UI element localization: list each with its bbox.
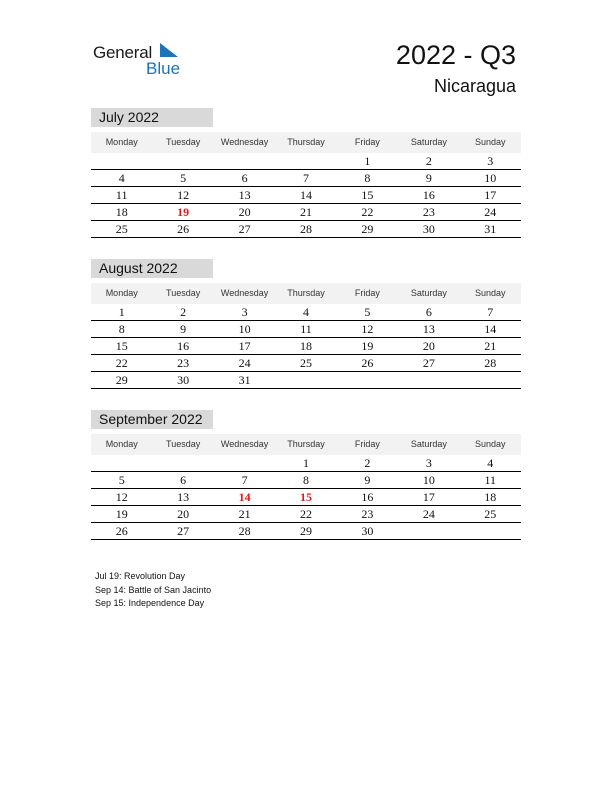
weekday-label: Sunday (475, 439, 506, 449)
day-cell: 28 (299, 222, 312, 236)
day-cell: 28 (484, 356, 497, 370)
week-rows (91, 304, 521, 389)
day-cell: 19 (177, 205, 190, 219)
day-cell: 9 (364, 473, 371, 487)
day-cell: 3 (241, 305, 248, 319)
week-row (91, 153, 521, 170)
weekday-header-row (91, 434, 521, 455)
day-cell: 15 (299, 490, 312, 504)
day-cell: 10 (238, 322, 251, 336)
day-cell: 31 (238, 373, 251, 387)
empty-day-cell (214, 455, 275, 471)
day-cell: 16 (177, 339, 190, 353)
day-cell: 17 (422, 490, 435, 504)
day-cell: 24 (422, 507, 435, 521)
logo-word-general: General (93, 43, 153, 62)
day-cell: 12 (115, 490, 128, 504)
day-cell: 4 (302, 305, 309, 319)
weekday-header-row (91, 283, 521, 304)
month-title: July 2022 (91, 108, 213, 127)
weekday-label: Saturday (410, 439, 447, 449)
day-cell: 27 (177, 524, 190, 538)
day-cell: 25 (115, 222, 128, 236)
day-cell: 11 (300, 322, 312, 336)
day-cell: 30 (361, 524, 374, 538)
day-cell: 29 (361, 222, 374, 236)
day-cell: 23 (177, 356, 190, 370)
day-cell: 29 (299, 524, 312, 538)
day-cell: 18 (299, 339, 312, 353)
day-cell: 4 (118, 171, 125, 185)
day-cell: 14 (484, 322, 497, 336)
day-cell: 9 (425, 171, 432, 185)
country-name: Nicaragua (433, 76, 516, 96)
day-cell: 7 (302, 171, 309, 185)
week-row (91, 506, 521, 523)
day-cell: 26 (115, 524, 128, 538)
day-cell: 6 (180, 473, 187, 487)
day-cell: 24 (238, 356, 251, 370)
week-row (91, 304, 521, 321)
day-cell: 20 (238, 205, 251, 219)
weekday-label: Friday (354, 137, 380, 147)
week-row (91, 170, 521, 187)
day-cell: 8 (302, 473, 309, 487)
day-cell: 5 (364, 305, 371, 319)
day-cell: 7 (241, 473, 248, 487)
weekday-label: Tuesday (166, 439, 201, 449)
day-cell: 28 (238, 524, 251, 538)
empty-day-cell (275, 372, 336, 388)
day-cell: 20 (422, 339, 435, 353)
day-cell: 2 (425, 154, 432, 168)
day-cell: 16 (361, 490, 374, 504)
day-cell: 25 (299, 356, 312, 370)
day-cell: 1 (118, 305, 125, 319)
month-title: September 2022 (91, 410, 213, 429)
weekday-label: Tuesday (166, 288, 201, 298)
day-cell: 8 (364, 171, 371, 185)
day-cell: 2 (180, 305, 187, 319)
week-row (91, 523, 521, 540)
day-cell: 14 (299, 188, 312, 202)
day-cell: 21 (238, 507, 251, 521)
week-row (91, 187, 521, 204)
day-cell: 8 (118, 322, 125, 336)
day-cell: 12 (361, 322, 374, 336)
weekday-label: Wednesday (220, 288, 269, 298)
page-title: 2022 - Q3 (395, 40, 516, 70)
day-cell: 6 (425, 305, 432, 319)
day-cell: 22 (299, 507, 312, 521)
month-block-july (91, 108, 521, 238)
holiday-note: Sep 15: Independence Day (95, 598, 205, 608)
day-cell: 31 (484, 222, 497, 236)
empty-day-cell (275, 153, 336, 169)
day-cell: 13 (238, 188, 251, 202)
empty-day-cell (214, 153, 275, 169)
day-cell: 15 (115, 339, 128, 353)
weekday-label: Thursday (287, 137, 325, 147)
day-cell: 22 (115, 356, 128, 370)
weekday-label: Monday (105, 439, 138, 449)
weekday-label: Tuesday (166, 137, 201, 147)
day-cell: 11 (484, 473, 497, 487)
weekday-label: Saturday (410, 137, 447, 147)
day-cell: 15 (361, 188, 374, 202)
week-row (91, 338, 521, 355)
week-row (91, 204, 521, 221)
logo-word-blue: Blue (146, 59, 181, 78)
day-cell: 11 (115, 188, 128, 202)
day-cell: 19 (115, 507, 128, 521)
day-cell: 21 (299, 205, 312, 219)
day-cell: 10 (422, 473, 435, 487)
day-cell: 16 (422, 188, 435, 202)
day-cell: 7 (487, 305, 494, 319)
week-rows (91, 153, 521, 238)
day-cell: 17 (238, 339, 251, 353)
day-cell: 30 (422, 222, 435, 236)
day-cell: 19 (361, 339, 374, 353)
day-cell: 17 (484, 188, 497, 202)
day-cell: 12 (177, 188, 190, 202)
day-cell: 5 (118, 473, 125, 487)
holiday-note: Sep 14: Battle of San Jacinto (95, 584, 212, 595)
weekday-label: Thursday (287, 288, 325, 298)
generalblue-logo (93, 40, 193, 80)
day-cell: 3 (487, 154, 494, 168)
logo-triangle-icon (160, 43, 180, 59)
day-cell: 26 (177, 222, 190, 236)
weekday-label: Monday (105, 288, 138, 298)
weekday-label: Thursday (287, 439, 325, 449)
week-row (91, 221, 521, 238)
day-cell: 22 (361, 205, 374, 219)
day-cell: 9 (180, 322, 187, 336)
day-cell: 25 (484, 507, 497, 521)
weekday-label: Friday (354, 288, 380, 298)
day-cell: 27 (238, 222, 251, 236)
month-block-august (91, 259, 521, 389)
empty-day-cell (398, 372, 459, 388)
week-row (91, 372, 521, 389)
day-cell: 1 (364, 154, 371, 168)
day-cell: 2 (364, 456, 371, 470)
day-cell: 18 (115, 205, 128, 219)
empty-day-cell (460, 372, 521, 388)
day-cell: 6 (241, 171, 248, 185)
holiday-note: Jul 19: Revolution Day (95, 571, 186, 581)
month-title: August 2022 (91, 259, 213, 278)
day-cell: 13 (177, 490, 190, 504)
holiday-notes (95, 570, 211, 611)
weekday-label: Saturday (410, 288, 447, 298)
week-rows (91, 455, 521, 540)
week-row (91, 489, 521, 506)
day-cell: 5 (180, 171, 187, 185)
day-cell: 4 (487, 456, 494, 470)
day-cell: 24 (484, 205, 497, 219)
day-cell: 30 (177, 373, 190, 387)
weekday-label: Monday (105, 137, 138, 147)
day-cell: 29 (115, 373, 128, 387)
empty-day-cell (91, 153, 152, 169)
day-cell: 23 (361, 507, 374, 521)
empty-day-cell (91, 455, 152, 471)
month-block-september (91, 410, 521, 540)
day-cell: 3 (425, 456, 432, 470)
empty-day-cell (152, 455, 213, 471)
day-cell: 27 (422, 356, 435, 370)
weekday-label: Sunday (475, 288, 506, 298)
weekday-header-row (91, 132, 521, 153)
weekday-label: Sunday (475, 137, 506, 147)
day-cell: 14 (238, 490, 251, 504)
day-cell: 18 (484, 490, 497, 504)
day-cell: 26 (361, 356, 374, 370)
empty-day-cell (152, 153, 213, 169)
empty-day-cell (460, 523, 521, 539)
empty-day-cell (337, 372, 398, 388)
day-cell: 1 (302, 456, 309, 470)
empty-day-cell (398, 523, 459, 539)
weekday-label: Wednesday (220, 439, 269, 449)
day-cell: 21 (484, 339, 497, 353)
weekday-label: Wednesday (220, 137, 269, 147)
week-row (91, 455, 521, 472)
day-cell: 23 (422, 205, 435, 219)
week-row (91, 472, 521, 489)
week-row (91, 321, 521, 338)
week-row (91, 355, 521, 372)
weekday-label: Friday (354, 439, 380, 449)
day-cell: 13 (422, 322, 435, 336)
day-cell: 20 (177, 507, 190, 521)
day-cell: 10 (484, 171, 497, 185)
